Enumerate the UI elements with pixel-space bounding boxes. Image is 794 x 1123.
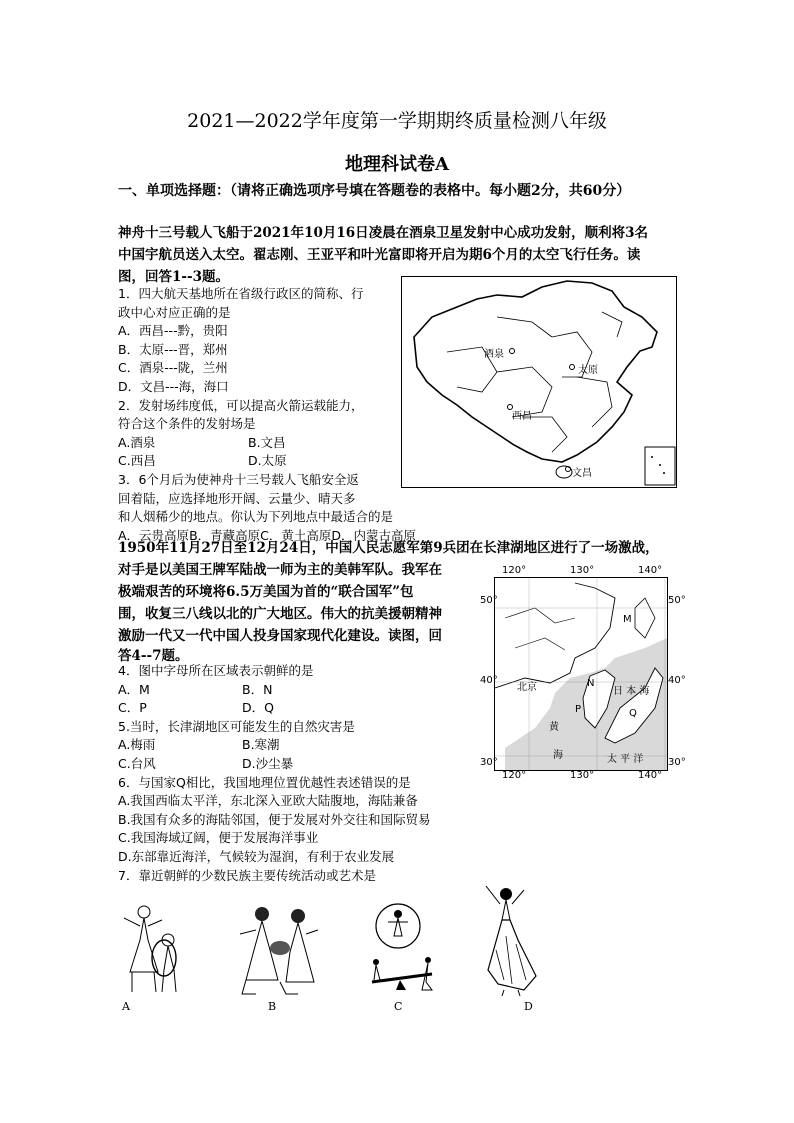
q3-stem2: 回着陆，应选择地形开阔、云量少、晴天多	[118, 490, 356, 506]
korea-map-frame	[494, 577, 668, 771]
right-tick-50: 50°	[668, 595, 686, 606]
q5-stem: 5.当时，长津湖地区可能发生的自然灾害是	[118, 718, 355, 734]
exam-subtitle: 地理科试卷A	[345, 154, 449, 175]
q3-stem1: 3．6个月后为使神舟十三号载人飞船安全返	[118, 471, 359, 487]
top-tick-140: 140°	[638, 565, 663, 576]
q6-option-a: A.我国西临太平洋，东北深入亚欧大陆腹地，海陆兼备	[118, 793, 418, 809]
label-pacific: 太 平 洋	[607, 754, 644, 765]
label-xichang: 西昌	[512, 411, 532, 422]
section-heading: 一、单项选择题：（请将正确选项序号填在答题卷的表格中。每小题2分，共60分）	[118, 183, 631, 199]
left-tick-30: 30°	[480, 757, 498, 768]
intro1-line3: 图，回答1--3题。	[118, 269, 229, 285]
picture-b-label: B	[268, 1000, 277, 1013]
left-tick-50: 50°	[480, 595, 498, 606]
q2-stem2: 符合这个条件的发射场是	[118, 416, 256, 432]
intro2-line4: 围，收复三八线以北的广大地区。伟大的抗美援朝精神	[118, 606, 442, 622]
q3-option-d: D．内蒙古高原	[331, 527, 417, 543]
q3-option-c: C．黄土高原	[260, 527, 332, 543]
intro2-line2: 对手是以美国王牌军陆战一师为主的美韩军队。我军在	[118, 562, 442, 578]
q2-option-d: D.太原	[248, 453, 287, 469]
intro2-line5: 激励一代又一代中国人投身国家现代化建设。读图，回	[118, 628, 442, 644]
q3-option-b: B．青藏高原	[189, 527, 261, 543]
intro2-line3: 极端艰苦的环境将6.5万美国为首的“联合国军”包	[118, 584, 414, 600]
q1-option-a: A．西昌---黔，贵阳	[118, 323, 228, 339]
intro2-line1: 1950年11月27日至12月24日，中国人民志愿军第9兵团在长津湖地区进行了一场激战，	[118, 540, 659, 556]
picture-b-drum-dance-icon	[236, 900, 326, 996]
q1-option-c: C．酒泉---陇，兰州	[118, 360, 228, 376]
picture-a-label: A	[122, 1000, 130, 1013]
bottom-tick-140: 140°	[638, 770, 663, 781]
q4-option-c: C．P	[118, 700, 147, 716]
china-map	[401, 276, 677, 488]
q1-option-b: B．太原---晋，郑州	[118, 341, 228, 357]
picture-c-label: C	[394, 1000, 403, 1013]
label-wenchang: 文昌	[572, 468, 592, 479]
q1-stem1: 1．四大航天基地所在省级行政区的简称、行	[118, 286, 364, 301]
label-japan-sea: 日 本 海	[613, 686, 650, 697]
q5-option-c: C.台风	[118, 755, 156, 771]
left-tick-40: 40°	[480, 675, 498, 686]
q2-option-a: A.酒泉	[118, 434, 156, 450]
q6-option-d: D.东部靠近海洋，气候较为湿润，有利于农业发展	[118, 848, 395, 864]
picture-c-seesaw-jump-icon	[362, 900, 442, 996]
q4-option-d: D．Q	[242, 700, 274, 716]
korea-map-drawing	[495, 578, 667, 770]
picture-d-skirt-dance-icon	[478, 880, 548, 996]
q5-option-d: D.沙尘暴	[242, 755, 294, 771]
right-tick-40: 40°	[668, 675, 686, 686]
q3-stem3: 和人烟稀少的地点。你认为下列地点中最适合的是	[118, 509, 394, 525]
q1-option-d: D．文昌---海，海口	[118, 378, 229, 394]
q2-option-b: B.文昌	[248, 434, 286, 450]
right-tick-30: 30°	[668, 757, 686, 768]
bottom-tick-120: 120°	[502, 770, 527, 781]
q5-option-b: B.寒潮	[242, 737, 280, 753]
q4-option-a: A．M	[118, 681, 150, 697]
question-1	[118, 285, 417, 545]
q1-stem2: 政中心对应正确的是	[118, 304, 231, 320]
label-p: P	[575, 704, 582, 715]
label-beijing: 北京	[517, 682, 537, 693]
picture-d-label: D	[524, 1000, 533, 1013]
q6-option-b: B.我国有众多的海陆邻国，便于发展对外交往和国际贸易	[118, 811, 431, 827]
q6-stem: 6．与国家Q相比，我国地理位置优越性表述错误的是	[118, 774, 411, 790]
label-n: N	[587, 678, 595, 689]
q7-stem: 7．靠近朝鲜的少数民族主要传统活动或艺术是	[118, 867, 376, 883]
questions-4-7	[118, 662, 488, 885]
label-q: Q	[629, 708, 637, 719]
q4-stem: 4．图中字母所在区域表示朝鲜的是	[118, 663, 314, 678]
top-tick-120: 120°	[502, 565, 527, 576]
label-jiuquan: 酒泉	[484, 349, 504, 360]
label-m: M	[623, 614, 632, 625]
northeast-asia-map	[478, 565, 684, 783]
q5-option-a: A.梅雨	[118, 737, 156, 753]
q6-option-c: C.我国海域辽阔，便于发展海洋事业	[118, 830, 319, 846]
q7-pictures	[118, 880, 558, 1013]
intro1-line2: 中国宇航员送入太空。翟志刚、王亚平和叶光富即将开启为期6个月的太空飞行任务。读	[118, 247, 641, 263]
label-taiyuan: 太原	[578, 365, 598, 376]
q2-option-c: C.西昌	[118, 453, 156, 469]
q3-option-a: A．云贵高原	[118, 527, 190, 543]
q4-option-b: B．N	[242, 681, 273, 697]
intro1-line1: 神舟十三号载人飞船于2021年10月16日凌晨在酒泉卫星发射中心成功发射，顺利将3名	[118, 225, 649, 241]
bottom-tick-130: 130°	[570, 770, 595, 781]
top-tick-130: 130°	[570, 565, 595, 576]
china-map-drawing	[402, 277, 676, 487]
label-hai: 海	[553, 750, 563, 761]
q2-stem1: 2．发射场纬度低，可以提高火箭运载能力，	[118, 397, 364, 413]
intro2-line6: 答4--7题。	[118, 648, 189, 664]
exam-title: 2021—2022学年度第一学期期终质量检测八年级	[187, 110, 607, 132]
picture-a-hoop-dance-icon	[118, 900, 200, 996]
label-huang: 黄	[549, 722, 559, 733]
